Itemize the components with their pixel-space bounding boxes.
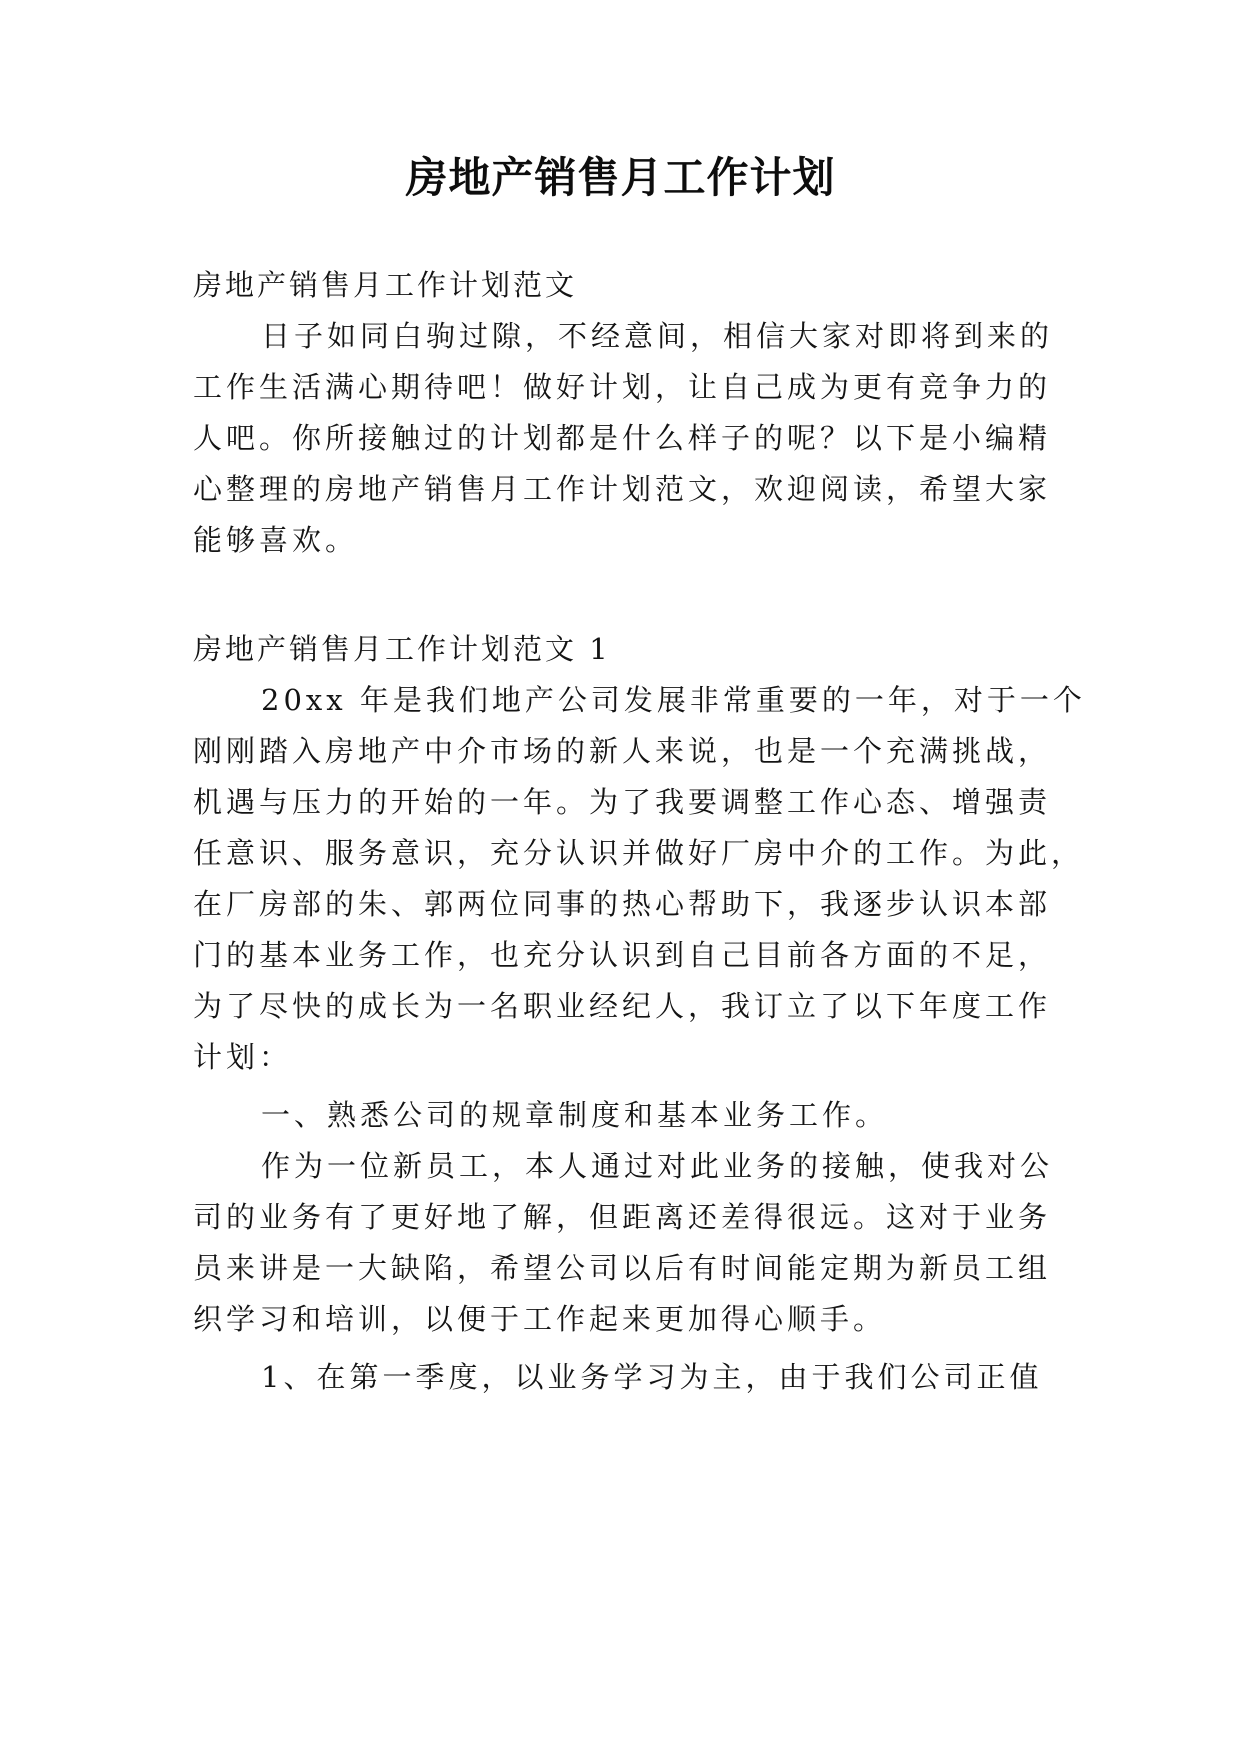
paragraph-line: 司的业务有了更好地了解，但距离还差得很远。这对于业务 [193,1200,1052,1234]
paragraph-line: 能够喜欢。 [193,523,359,557]
paragraph-line: 心整理的房地产销售月工作计划范文，欢迎阅读，希望大家 [193,472,1052,506]
paragraph-line: 作为一位新员工，本人通过对此业务的接触，使我对公 [261,1149,1054,1183]
paragraph-line: 员来讲是一大缺陷，希望公司以后有时间能定期为新员工组 [193,1251,1052,1285]
paragraph-line: 工作生活满心期待吧！做好计划，让自己成为更有竞争力的 [193,370,1052,404]
section-heading-1: 房地产销售月工作计划范文 1 [193,632,611,666]
paragraph-line: 1、在第一季度，以业务学习为主，由于我们公司正值 [261,1360,1043,1394]
paragraph-line: 织学习和培训，以便于工作起来更加得心顺手。 [193,1302,887,1336]
section-heading-intro: 房地产销售月工作计划范文 [193,268,578,302]
paragraph-line: 为了尽快的成长为一名职业经纪人，我订立了以下年度工作 [193,989,1052,1023]
paragraph-line: 人吧。你所接触过的计划都是什么样子的呢？以下是小编精 [193,421,1052,455]
list-heading: 一、熟悉公司的规章制度和基本业务工作。 [261,1098,889,1132]
paragraph-line: 在厂房部的朱、郭两位同事的热心帮助下，我逐步认识本部 [193,887,1052,921]
paragraph-line: 计划： [193,1040,293,1074]
paragraph-line: 任意识、服务意识，充分认识并做好厂房中介的工作。为此， [193,836,1085,870]
paragraph-line: 日子如同白驹过隙，不经意间，相信大家对即将到来的 [261,319,1054,353]
document-title: 房地产销售月工作计划 [405,153,836,202]
paragraph-line: 门的基本业务工作，也充分认识到自己目前各方面的不足， [193,938,1052,972]
paragraph-line: 刚刚踏入房地产中介市场的新人来说，也是一个充满挑战， [193,734,1052,768]
paragraph-line: 机遇与压力的开始的一年。为了我要调整工作心态、增强责 [193,785,1052,819]
paragraph-line: 20xx 年是我们地产公司发展非常重要的一年，对于一个 [261,683,1086,717]
